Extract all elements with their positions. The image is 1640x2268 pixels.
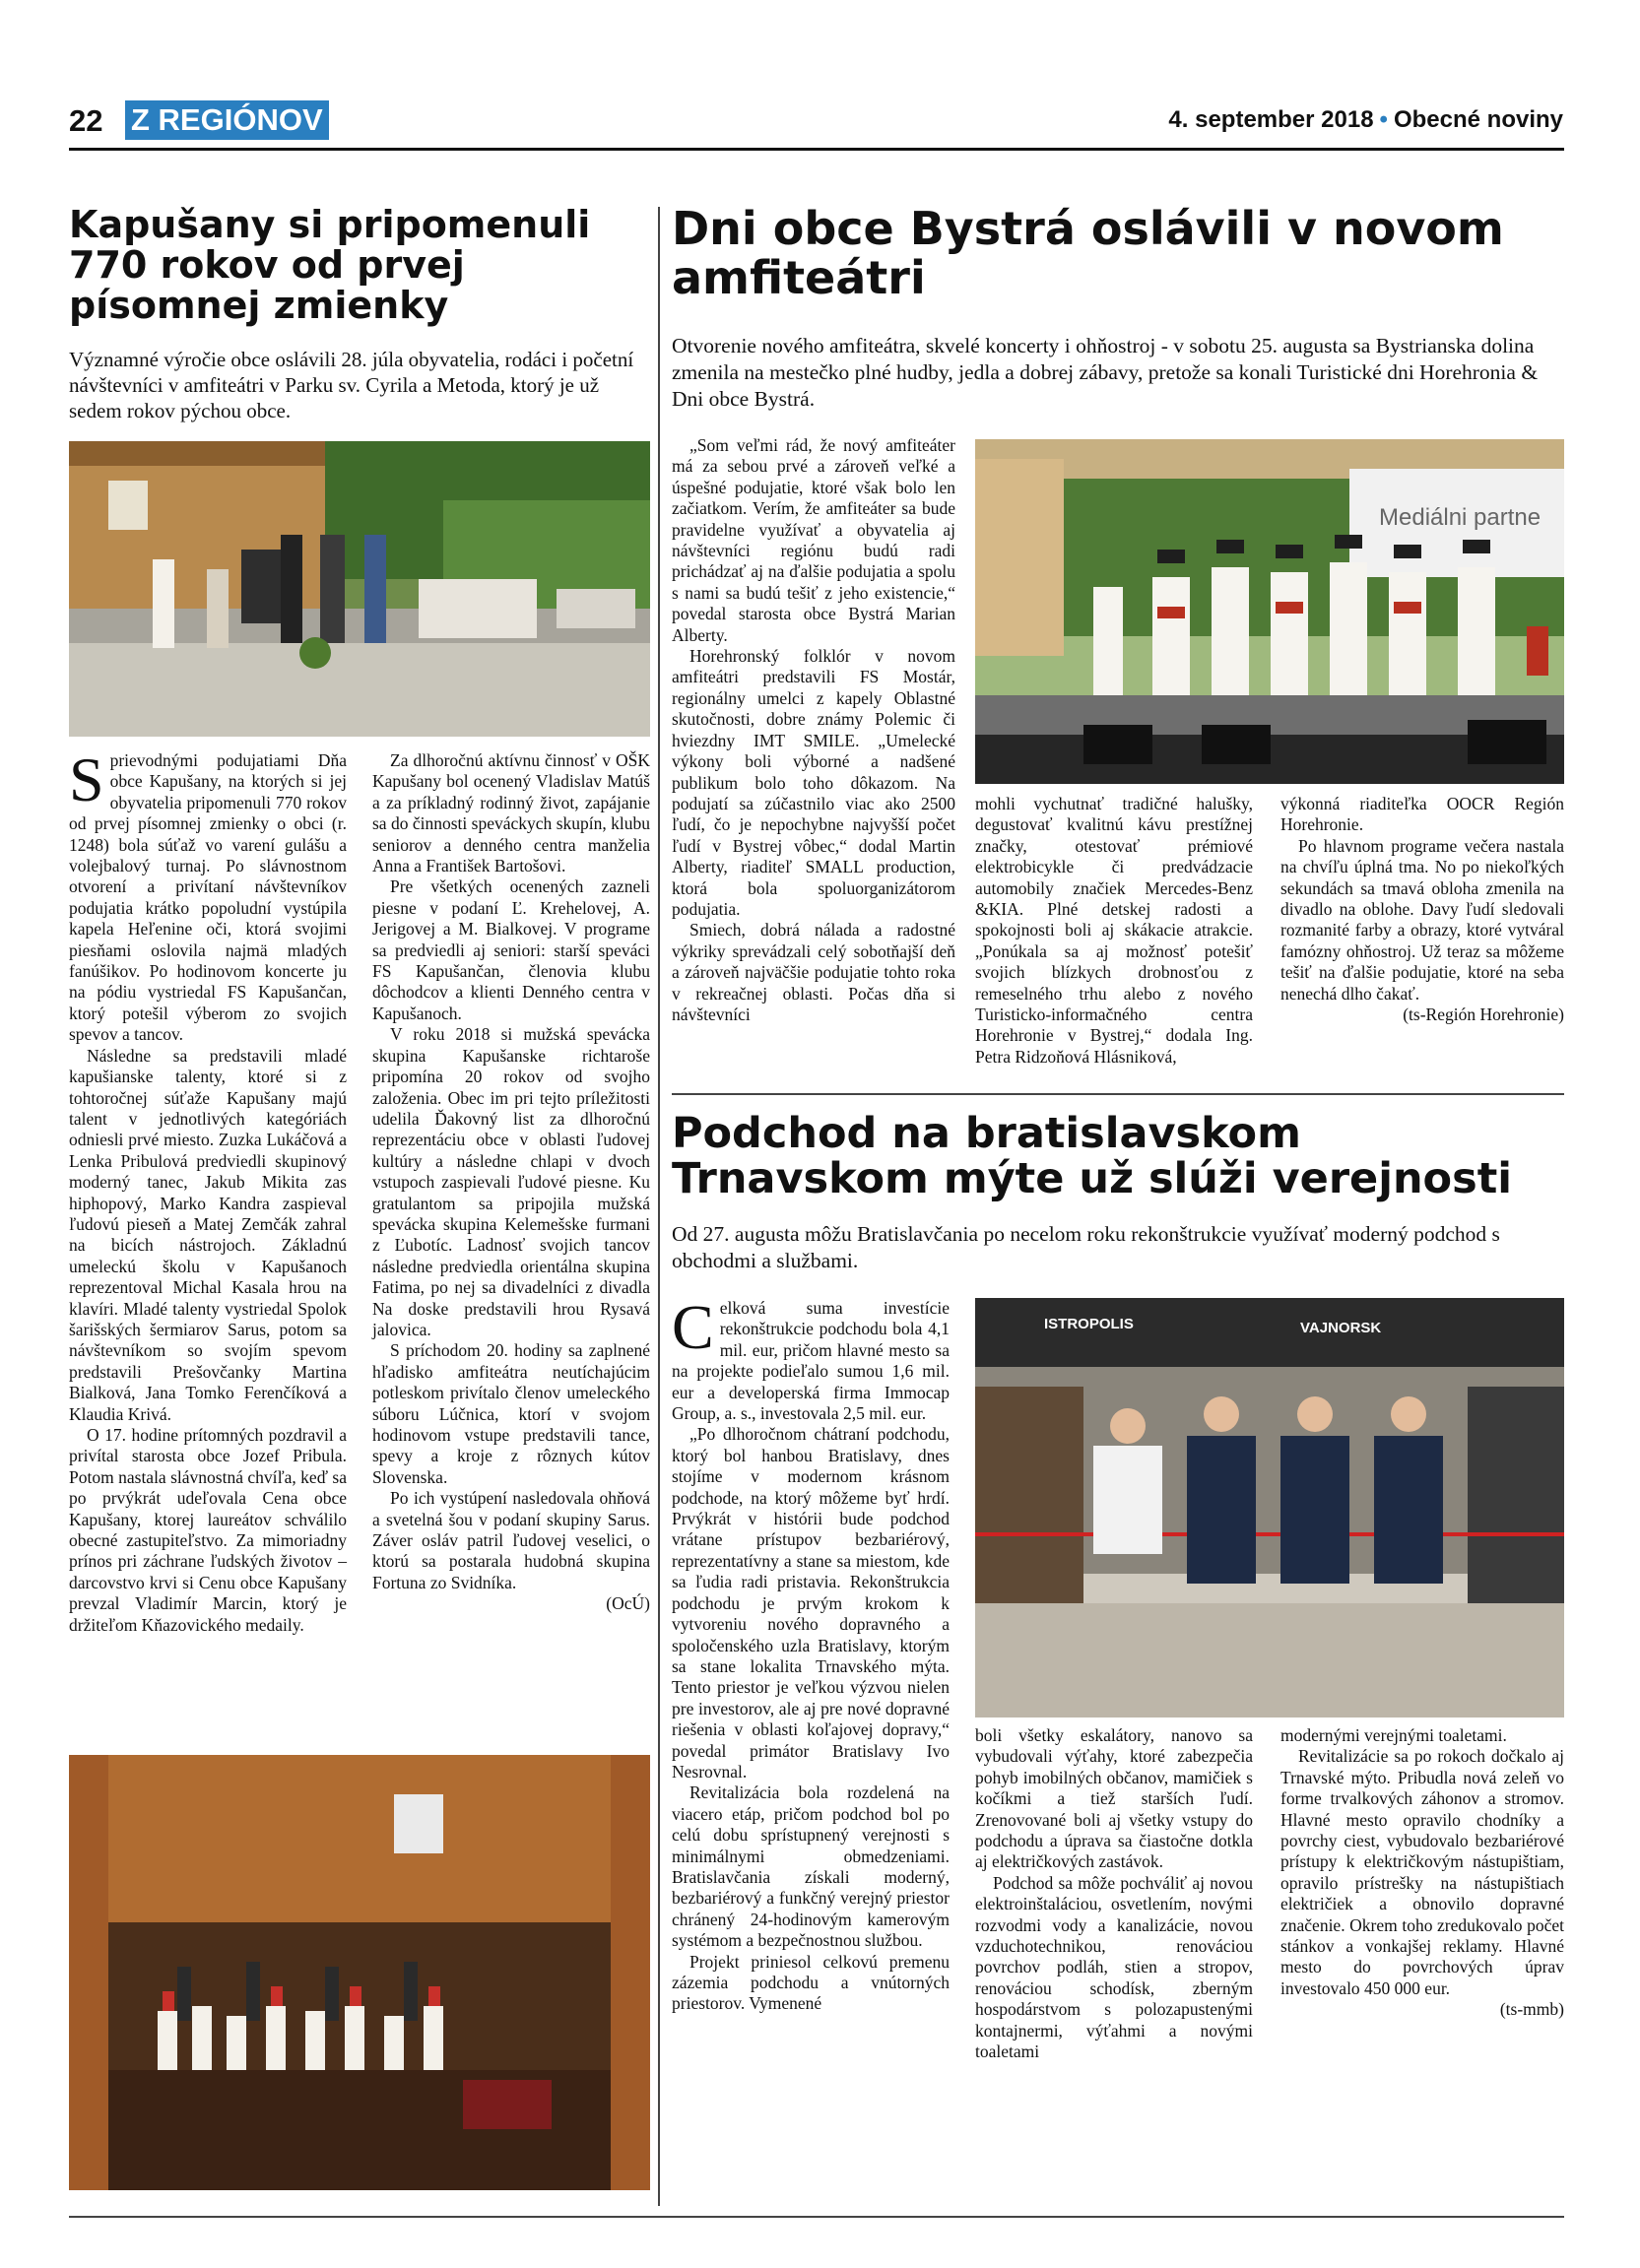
sign-istropolis: ISTROPOLIS (1044, 1316, 1134, 1332)
article2-paragraph: mohli vychutnať tradičné halušky, degustovať kvalitnú kávu prestížnej značky, otestovať prémiové elektrobicykle či predvádzacie automobily značiek Mercedes-Benz &KIA. Plné detskej radosti a spokojnosti boli aj skákacie atrakcie. „Ponúkala sa aj možnosť potešiť svojich blízkych drobnosťou z remeselného trhu alebo z nového Turisticko-informačného centra Horehronie v Bystrej,“ dodala Ing. Petra Ridzoňová Hlásniková, (975, 794, 1253, 1067)
article2-paragraph: Horehronský folklór v novom amfiteátri predstavili FS Mostár, regionálny umelci z kapely Oblastné skutočnosti, dobre známy Polemic či hviezdny IMT SMILE. „Umelecké výkony boli výborné a nadšené publikum bolo toho dôkazom. Na podujatí sa zúčastnilo viac ako 2500 ľudí, čo je nepochybne najvyšší počet ľudí v Bystrej vôbec,“ dodal Martin Alberty, riaditeľ SMALL production, ktorá bola spoluorganizátorom podujatia. (672, 646, 955, 919)
paragraph-text: elková suma investície rekonštrukcie podchodu bola 4,1 mil. eur, pričom hlavné mesto sa na projekte podieľalo sumou 1,6 mil. eur a developerská firma Immocap Group, a. s., investovala 2,5 mil. eur. (672, 1298, 950, 1424)
article2-col2 (975, 794, 1253, 1068)
photo-banner-text: Mediálni partne (1379, 504, 1542, 531)
article1-paragraph: Za dlhoročnú aktívnu činnosť v OŠK Kapušany bol ocenený Vladislav Matúš a za príkladný rodinný život, zapájanie sa do činnosti speváckych skupín, klubu seniorov a denného centra manželia Anna a František Bartošovi. (372, 750, 650, 876)
article3-signature: (ts-mmb) (1499, 1999, 1564, 2020)
article1-photo-dancers (69, 1755, 650, 2190)
footer-rule (69, 2216, 1564, 2218)
article3-paragraph: Podchod sa môže pochváliť aj novou elektroinštaláciou, osvetlením, novými rozvodmi vody a kanalizácie, novou vzduchotechnikou, renováciou povrchov podláh, stien a stropov, renováciou schodísk, zberným hospodárstvom s polozapustenými kontajnermi, výťahmi a novými toaletami (975, 1872, 1253, 2062)
article1-col2 (372, 750, 650, 1615)
column-divider (658, 207, 660, 2206)
sign-vajnorska: VAJNORSK (1300, 1320, 1382, 1336)
separator-dot: • (1379, 106, 1388, 133)
article-divider (672, 1093, 1564, 1095)
article2-photo-folklore (975, 439, 1564, 784)
publication-name: Obecné noviny (1393, 106, 1563, 133)
article1-paragraph: V roku 2018 si mužská spevácka skupina Kapušanske richtaroše pripomína 20 rokov od svojho založenia. Obec im pri tejto príležitosti udelila Ďakovný list za dlhoročnú reprezentáciu obce v oblasti ľudovej kultúry a následne chlapi v dvoch vstupoch zaspievali ľudové piesne. Ku gratulantom sa pripojila mužská spevácka skupina Kelemešske furmani z Ľubotíc. Ladnosť svojich tancov následne predviedla orientálna skupina Fatima, po nej sa divadelníci z divadla Na doske predstavili hrou Rysavá jalovica. (372, 1024, 650, 1339)
dropcap: S (69, 745, 104, 814)
article3-headline: Podchod na bratislavskom Trnavskom mýte už slúži verejnosti (672, 1109, 1512, 1204)
page-number: 22 (69, 103, 103, 138)
article3-paragraph: modernými verejnými toaletami. (1280, 1725, 1507, 1745)
article2-paragraph: výkonná riaditeľka OOCR Región Horehronie. (1280, 794, 1564, 835)
article3-col3 (1280, 1725, 1564, 2021)
article1-signature: (OcÚ) (606, 1593, 650, 1614)
article3-photo-ribbon-cutting (975, 1298, 1564, 1717)
article3-paragraph: Revitalizácia bola rozdelená na viacero etáp, pričom podchod bol po celú dobu sprístupnený verejnosti s minimálnymi obmedzeniami. Bratislavčania získali moderný, bezbariérový a funkčný verejný priestor chránený 24-hodinovým kamerovým systémom a bezpečnostnou službou. (672, 1782, 950, 1951)
article1-paragraph: Po ich vystúpení nasledovala ohňová a svetelná šou v podaní skupiny Sarus. Záver osláv patril ľudovej veselici, o ktorú sa postarala hudobná skupina Fortuna zo Svidníka. (372, 1488, 650, 1592)
dropcap: C (672, 1292, 714, 1362)
article3-paragraph: Projekt priniesol celkovú premenu zázemia podchodu a vnútorných priestorov. Vymenené (672, 1951, 950, 2014)
article2-paragraph: „Som veľmi rád, že nový amfiteáter má za sebou prvé a zároveň veľké a úspešné podujatie, ktoré však bolo len začiatkom. Verím, že amfiteáter sa bude pravidelne využívať a obyvatelia aj návštevníci regiónu budú radi prichádzať aj na ďalšie podujatia a spolu s nami sa budú tešiť z jeho existencie,“ povedal starosta obce Bystrá Marian Alberty. (672, 435, 955, 645)
article3-col1 (672, 1292, 950, 2015)
article1-photo-ceremony (69, 441, 650, 737)
masthead-right (1168, 106, 1563, 134)
article1-headline: Kapušany si pripomenuli 770 rokov od prvej písomnej zmienky (69, 203, 591, 328)
issue-date: 4. september 2018 (1168, 106, 1374, 133)
section-label: Z REGIÓNOV (125, 100, 329, 140)
article1-paragraph (69, 745, 347, 1046)
article1-paragraph: Následne sa predstavili mladé kapušianske talenty, ktoré si z tohtoročnej súťaže Kapušany majú talent v jednotlivých kategóriách odniesli prvé miesto. Zuzka Lukáčová a Lenka Pribulová predviedli skupinový moderný tanec, Jakub Mikita zas hiphopový, Marko Kandra zaspieval ľudovú pieseň a Matej Zemčák zahral na bicích nástrojoch. Základnú umeleckú školu v Kapušanoch reprezentoval Michal Kasala hrou na klavíri. Mladé talenty vystriedal Spolok šarišských šermiarov Sarus, potom sa návštevníkom so svojím spevom predstavili Prešovčanky Martina Bialková, Jana Tomko Ferenčíková a Klaudia Krivá. (69, 1045, 347, 1424)
article3-col2 (975, 1725, 1253, 2063)
article1-paragraph: O 17. hodine prítomných pozdravil a privítal starosta obce Jozef Pribula. Potom nastala slávnostná chvíľa, keď sa po prvýkrát udeľovala Cena obce Kapušany, ktorej laureátov schválilo obecné zastupiteľstvo. Za mimoriadny prínos pri záchrane ľudských životov – darcovstvo krvi si Cenu obce Kapušany prevzal Vladimír Marcin, ktorý je držiteľom Kňazovického medaily. (69, 1425, 347, 1635)
article1-paragraph: Pre všetkých ocenených zazneli piesne v podaní Ľ. Krehelovej, A. Jerigovej a M. Bialkovej. V programe sa predviedli aj seniori: starší speváci FS Kapušančan, členovia klubu dôchodcov a klienti Denného centra v Kapušanoch. (372, 876, 650, 1023)
article3-paragraph: „Po dlhoročnom chátraní podchodu, ktorý bol hanbou Bratislavy, dnes stojíme v modernom krásnom podchode, na ktorý môžeme byť hrdí. Prvýkrát v histórii bude podchod vrátane prístupov bezbariérový, reprezentatívny a stane sa miestom, kde sa ľudia radi pristavia. Rekonštrukcia podchodu je prvým krokom k vytvoreniu nového dopravného a spoločenského uzla Bratislavy, ktorým sa stane lokalita Trnavského mýta. Tento priestor je veľkou výzvou nielen pre investorov, ale aj pre nové dopravné riešenia v oblasti koľajovej dopravy,“ povedal primátor Bratislavy Ivo Nesrovnal. (672, 1424, 950, 1782)
header-rule (69, 148, 1564, 151)
article2-paragraph: Po hlavnom programe večera nastala na chvíľu úplná tma. No po niekoľkých sekundách sa tmavá obloha zmenila na divadlo na oblohe. Davy ľudí sledovali rozmanité farby a obrazy, ktoré vytváral famózny ohňostroj. Už teraz sa môžeme tešiť na ďalšie podujatie, ktoré na seba nenechá dlho čakať. (1280, 835, 1564, 1004)
article3-lead: Od 27. augusta môžu Bratislavčania po necelom roku rekonštrukcie využívať moderný podchod s obchodmi a službami. (672, 1222, 1500, 1272)
article1-lead: Významné výročie obce oslávili 28. júla obyvatelia, rodáci i početní návštevníci v amfiteátri v Parku sv. Cyrila a Metoda, ktorý je už sedem rokov pýchou obce. (69, 348, 634, 422)
article2-col3 (1280, 794, 1564, 1025)
article2-headline: Dni obce Bystrá oslávili v novom amfiteátri (672, 202, 1504, 304)
article3-paragraph: boli všetky eskalátory, nanovo sa vybudovali výťahy, ktoré zabezpečia pohyb imobilných občanov, mamičiek s kočíkmi a tiež starších ľudí. Zrenovované boli aj všetky vstupy do podchodu a úprava sa čiastočne dotkla aj električkových zastávok. (975, 1725, 1253, 1872)
article3-paragraph: Revitalizácie sa po rokoch dočkalo aj Trnavské mýto. Pribudla nová zeleň vo forme trvalkových záhonov a stromov. Hlavné mesto opravilo chodníky a povrchy ciest, vybudovalo bezbariérové prístupy k električkovým nástupištiam, opravilo prístrešky na nástupištiach električiek a obnovilo dopravné značenie. Okrem toho zredukovalo počet stánkov a vonkajšej reklamy. Hlavné mesto do povrchových úprav investovalo 450 000 eur. (1280, 1746, 1564, 1998)
article2-signature: (ts-Región Horehronie) (1403, 1004, 1564, 1025)
article2-paragraph: Smiech, dobrá nálada a radostné výkriky sprevádzali celý sobotňajší deň a zároveň najväčšie podujatie tohto roka v rekreačnej oblasti. Počas dňa si návštevníci (672, 920, 955, 1024)
article2-lead: Otvorenie nového amfiteátra, skvelé koncerty i ohňostroj - v sobotu 25. augusta sa Bystrianska dolina zmenila na mestečko plné hudby, jedla a dobrej zábavy, pretože sa konali Turistické dni Horehronia & Dni obce Bystrá. (672, 334, 1539, 411)
article3-paragraph (672, 1292, 950, 1424)
paragraph-text: prievodnými podujatiami Dňa obce Kapušany, na ktorých si jej obyvatelia pripomenuli 770 rokov od prvej písomnej zmienky o obci (r. 1248) bola súťaž vo varení gulášu a volejbalový turnaj. Po slávnostnom otvorení a privítaní návštevníkov podujatia krátko popoludní vystúpila kapela Heľenine oči, ktorá svojimi piesňami oslovila najmä mladých fanúšikov. Po hodinovom koncerte ju na pódiu vystriedal FS Kapušančan, ktorý potešil výberom zo svojich spevov a tancov. (69, 750, 347, 1045)
article2-col1 (672, 435, 955, 1025)
article1-paragraph: S príchodom 20. hodiny sa zaplnené hľadisko amfiteátra neutíchajúcim potleskom privítalo členov umeleckého súboru Lúčnica, ktorí v svojom hodinovom vstupe predstavili tance, spevy a kroje z rôznych kútov Slovenska. (372, 1340, 650, 1487)
article1-col1 (69, 745, 347, 1636)
